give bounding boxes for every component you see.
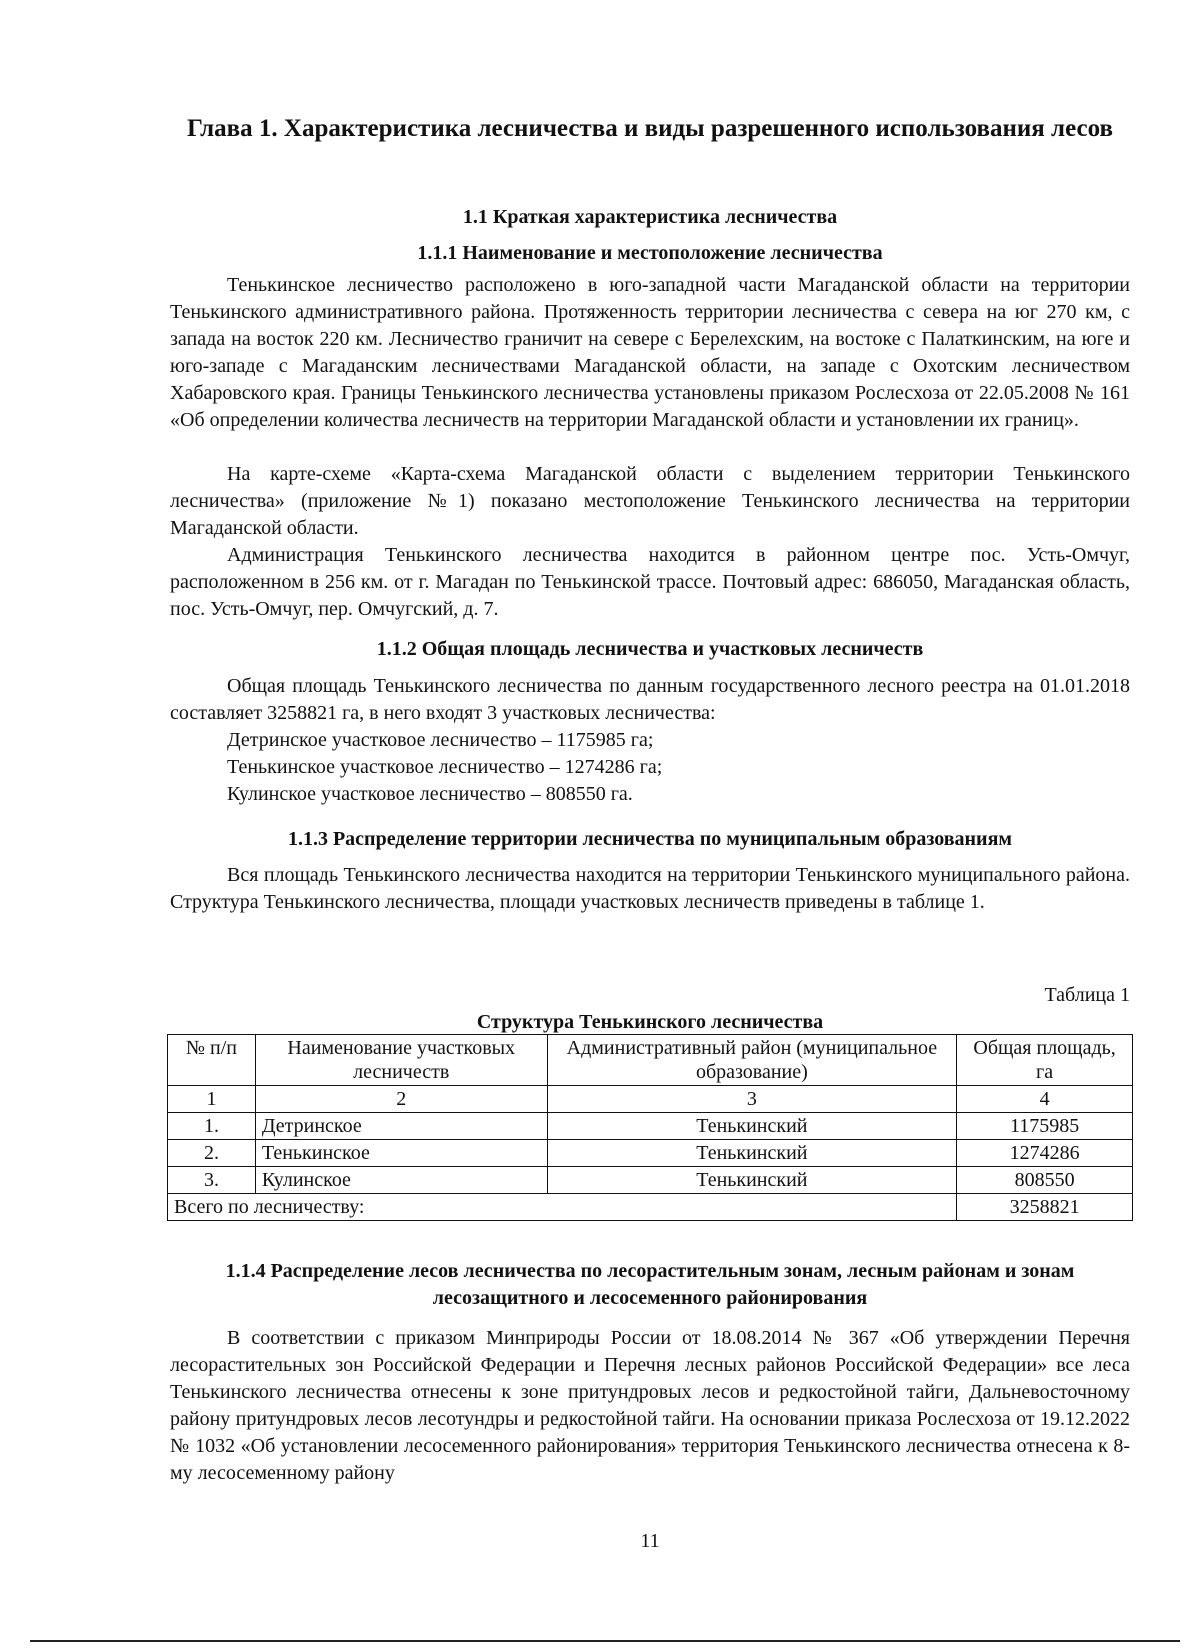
paragraph-municipal: Вся площадь Тенькинского лесничества находится на территории Тенькинского муниципального района. Структура Тенькинского лесничества, площади участковых лесничеств приведены в таблице 1. [170, 864, 1130, 913]
table-row [168, 1140, 1133, 1167]
chapter-title: Глава 1. Характеристика лесничества и виды разрешенного использования лесов [187, 115, 1113, 142]
table-header-row [168, 1035, 1133, 1086]
header-area: Общая площадь, га [957, 1035, 1133, 1086]
table-row [168, 1167, 1133, 1194]
column-number: 4 [957, 1086, 1133, 1113]
header-district: Административный район (муниципальное образование) [547, 1035, 957, 1086]
row-number: 1. [168, 1113, 256, 1140]
list-item-kulinskoe: Кулинское участковое лесничество – 808550 га. [227, 783, 633, 805]
column-number: 1 [168, 1086, 256, 1113]
table-title: Структура Тенькинского лесничества [476, 1011, 824, 1033]
paragraph-administration: Администрация Тенькинского лесничества находится в районном центре пос. Усть-Омчуг, расположенном в 256 км. от г. Магадан по Тенькинской трассе. Почтовый адрес: 686050, Магаданская область, пос. Усть-Омчуг, пер. Омчугский, д. 7. [170, 544, 1130, 620]
list-item-detrinskoe: Детринское участковое лесничество – 1175985 га; [227, 729, 654, 751]
header-name: Наименование участковых лесничеств [255, 1035, 547, 1086]
section-heading-1-1-4: 1.1.4 Распределение лесов лесничества по лесорастительным зонам, лесным районам и зонам лесозащитного и лесосеменного районирования [225, 1260, 1075, 1309]
row-district: Тенькинский [547, 1113, 957, 1140]
column-number: 2 [255, 1086, 547, 1113]
page-number: 11 [640, 1530, 660, 1552]
row-name: Кулинское [255, 1167, 547, 1194]
section-heading-1-1-3: 1.1.3 Распределение территории лесничества по муниципальным образованиям [287, 828, 1013, 850]
table-label: Таблица 1 [1044, 984, 1130, 1006]
table-total-row [168, 1194, 1133, 1221]
paragraph-map: На карте-схеме «Карта-схема Магаданской области с выделением территории Тенькинского лесничества» (приложение №1) показано местоположение Тенькинского лесничества на территории Магаданской области. [170, 463, 1130, 539]
row-name: Детринское [255, 1113, 547, 1140]
row-district: Тенькинский [547, 1140, 957, 1167]
total-label: Всего по лесничеству: [168, 1194, 957, 1221]
table-column-number-row [168, 1086, 1133, 1113]
paragraph-location: Тенькинское лесничество расположено в юго-западной части Магаданской области на территории Тенькинского административного района. Протяженность территории лесничества с севера на юг 270 км, с запада на восток 220 км. Лесничество граничит на севере с Берелехским, на востоке с Палаткинским, на юге и юго-западе с Магаданским лесничествами Магаданской области, на западе с Охотским лесничеством Хабаровского края. Границы Тенькинского лесничества установлены приказом Рослесхоза от 22.05.2008 № 161 «Об определении количества лесничеств на территории Магаданской области и установлении их границ». [170, 274, 1130, 431]
total-value: 3258821 [957, 1194, 1133, 1221]
section-heading-1-1-1: 1.1.1 Наименование и местоположение лесничества [417, 242, 883, 264]
structure-table [167, 1034, 1133, 1221]
row-number: 3. [168, 1167, 256, 1194]
row-area: 808550 [957, 1167, 1133, 1194]
row-name: Тенькинское [255, 1140, 547, 1167]
section-heading-1-1-2: 1.1.2 Общая площадь лесничества и участковых лесничеств [376, 638, 924, 660]
table-row [168, 1113, 1133, 1140]
list-item-tenkinskoe: Тенькинское участковое лесничество – 1274286 га; [227, 756, 663, 778]
row-district: Тенькинский [547, 1167, 957, 1194]
paragraph-zones: В соответствии с приказом Минприроды России от 18.08.2014 № 367 «Об утверждении Перечня лесорастительных зон Российской Федерации и Перечня лесных районов Российской Федерации» все леса Тенькинского лесничества отнесены к зоне притундровых лесов и редкостойной тайги, Дальневосточному району притундровых лесов лесотундры и редкостойной тайги. На основании приказа Рослесхоза от 19.12.2022 № 1032 «Об установлении лесосеменного районирования» территория Тенькинского лесничества отнесена к 8-му лесосеменному району [170, 1327, 1130, 1484]
row-number: 2. [168, 1140, 256, 1167]
column-number: 3 [547, 1086, 957, 1113]
row-area: 1175985 [957, 1113, 1133, 1140]
header-number: № п/п [168, 1035, 256, 1086]
section-heading-1-1: 1.1 Краткая характеристика лесничества [462, 206, 838, 228]
paragraph-total-area: Общая площадь Тенькинского лесничества по данным государственного лесного реестра на 01.01.2018 составляет 3258821 га, в него входят 3 участковых лесничества: [170, 675, 1130, 724]
footer-rule [30, 1640, 1180, 1642]
row-area: 1274286 [957, 1140, 1133, 1167]
